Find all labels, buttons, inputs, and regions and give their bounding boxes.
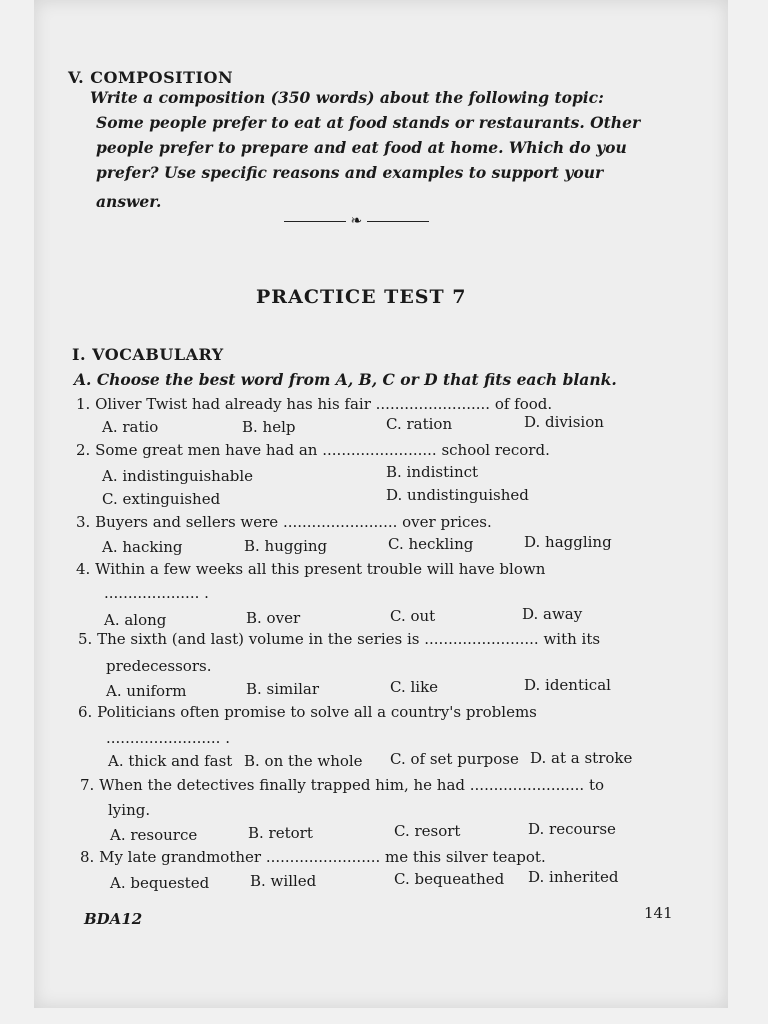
divider-line-right — [367, 221, 429, 222]
question-2: 2. Some great men have had an ........................ school record. — [76, 441, 550, 459]
vocabulary-heading: I. VOCABULARY — [72, 345, 224, 364]
q1-option-c: C. ration — [386, 415, 453, 433]
q3-option-b: B. hugging — [244, 537, 328, 555]
q7-option-c: C. resort — [394, 822, 461, 840]
q2-option-a: A. indistinguishable — [102, 467, 254, 485]
fleuron-icon: ❧ — [350, 213, 363, 229]
question-5: 5. The sixth (and last) volume in the series is ........................ with its — [78, 630, 601, 648]
section-divider — [284, 213, 429, 229]
composition-line-4: prefer? Use specific reasons and examples to support your — [96, 163, 604, 182]
question-5-line-2: predecessors. — [106, 657, 212, 675]
q6-option-d: D. at a stroke — [530, 749, 633, 767]
q7-option-b: B. retort — [248, 824, 313, 842]
q2-option-b: B. indistinct — [386, 463, 479, 481]
q1-option-d: D. division — [524, 413, 604, 431]
page-number: 141 — [644, 904, 673, 922]
question-8: 8. My late grandmother ........................ me this silver teapot. — [80, 848, 546, 866]
q8-option-a: A. bequested — [110, 874, 210, 892]
question-6: 6. Politicians often promise to solve all a country's problems — [78, 703, 537, 721]
q3-option-c: C. heckling — [388, 535, 474, 553]
q5-option-a: A. uniform — [106, 682, 187, 700]
question-3: 3. Buyers and sellers were ........................ over prices. — [76, 513, 492, 531]
book-code: BDA12 — [84, 910, 143, 928]
vocabulary-instruction: A. Choose the best word from A, B, C or D that fits each blank. — [74, 370, 617, 389]
book-page — [34, 0, 728, 1008]
q2-option-d: D. undistinguished — [386, 486, 529, 504]
q5-option-c: C. like — [390, 678, 439, 696]
q3-option-d: D. haggling — [524, 533, 612, 551]
q7-option-a: A. resource — [110, 826, 198, 844]
question-6-line-2: ........................ . — [106, 729, 230, 747]
q1-option-b: B. help — [242, 418, 296, 436]
q7-option-d: D. recourse — [528, 820, 616, 838]
question-7: 7. When the detectives finally trapped him, he had ........................ to — [80, 776, 605, 794]
q8-option-b: B. willed — [250, 872, 317, 890]
q5-option-d: D. identical — [524, 676, 611, 694]
question-7-line-2: lying. — [108, 801, 151, 819]
q6-option-c: C. of set purpose — [390, 750, 519, 768]
question-1: 1. Oliver Twist had already has his fair ........................ of food. — [76, 395, 553, 413]
q6-option-a: A. thick and fast — [108, 752, 233, 770]
q4-option-d: D. away — [522, 605, 583, 623]
q2-option-c: C. extinguished — [102, 490, 221, 508]
composition-line-3: people prefer to prepare and eat food at home. Which do you — [96, 138, 627, 157]
composition-line-2: Some people prefer to eat at food stands or restaurants. Other — [96, 113, 641, 132]
q1-option-a: A. ratio — [102, 418, 159, 436]
q8-option-d: D. inherited — [528, 868, 619, 886]
question-4-line-2: .................... . — [104, 584, 209, 602]
q4-option-a: A. along — [104, 611, 167, 629]
practice-test-title: PRACTICE TEST 7 — [256, 286, 467, 308]
q3-option-a: A. hacking — [102, 538, 183, 556]
composition-line-5: answer. — [96, 192, 162, 211]
question-4: 4. Within a few weeks all this present trouble will have blown — [76, 560, 546, 578]
q8-option-c: C. bequeathed — [394, 870, 505, 888]
q4-option-b: B. over — [246, 609, 301, 627]
q4-option-c: C. out — [390, 607, 436, 625]
composition-heading: V. COMPOSITION — [68, 68, 234, 87]
q6-option-b: B. on the whole — [244, 752, 363, 770]
q5-option-b: B. similar — [246, 680, 319, 698]
divider-line-left — [284, 221, 346, 222]
composition-line-1: Write a composition (350 words) about the following topic: — [90, 88, 604, 107]
